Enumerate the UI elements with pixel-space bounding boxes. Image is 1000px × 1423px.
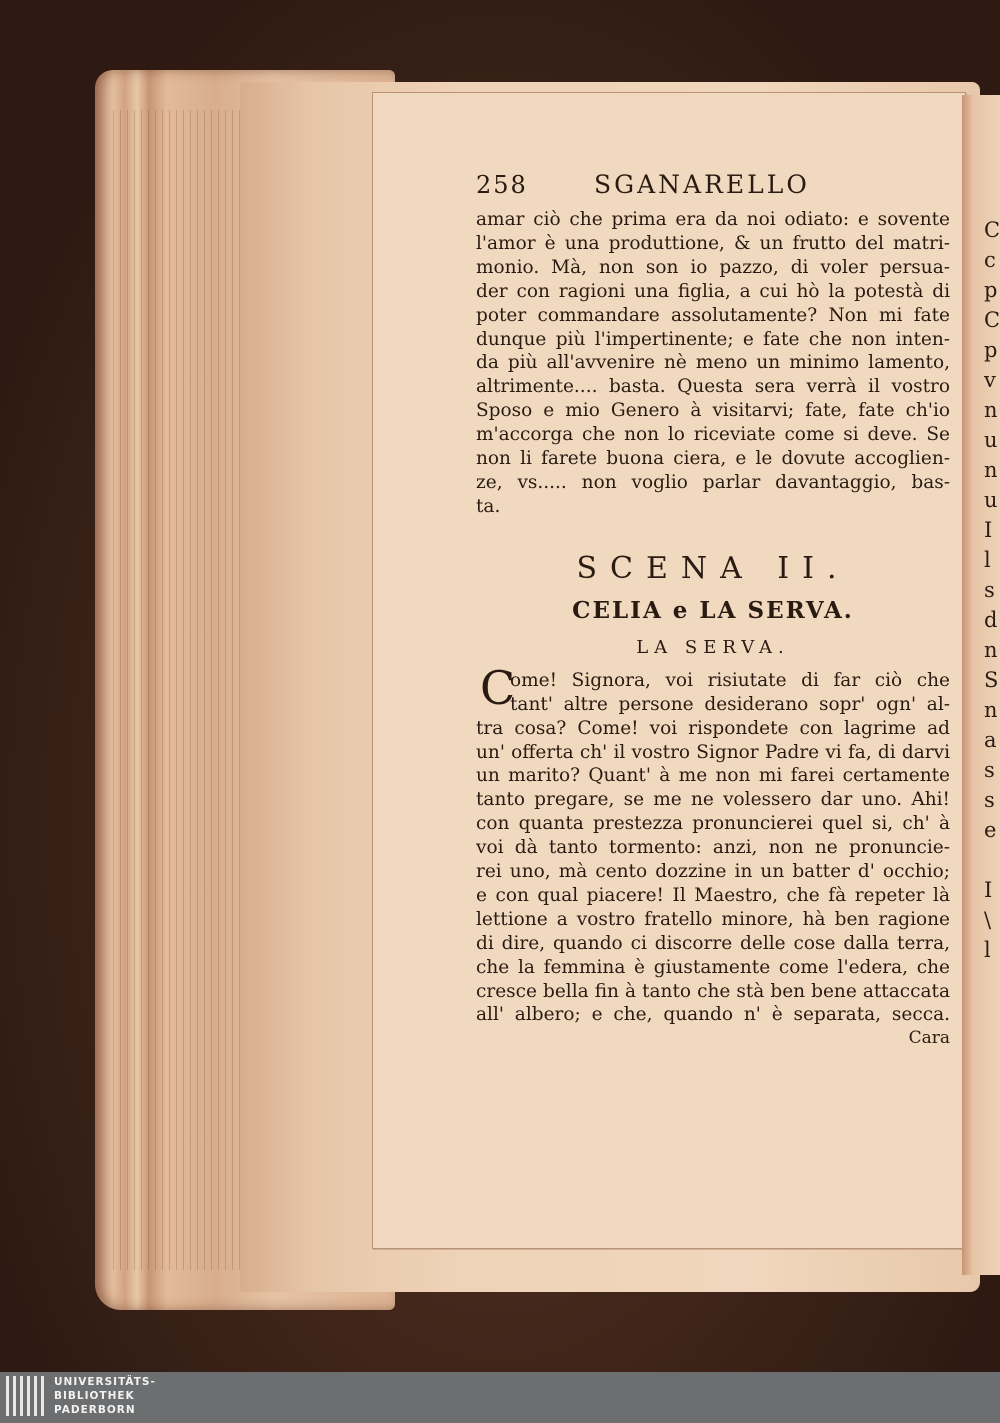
text-line: rei uno, mà cento dozzine in un batter d' occhio; bbox=[476, 861, 950, 883]
edge-letter: l bbox=[984, 938, 991, 962]
drop-cap: C bbox=[480, 660, 516, 715]
edge-letter: l bbox=[984, 548, 991, 572]
text-line: der con ragioni una figlia, a cui hò la potestà di bbox=[476, 280, 950, 302]
text-line: poter commandare assolutamente? Non mi fate bbox=[476, 304, 950, 326]
edge-letter: \ bbox=[984, 908, 992, 932]
text-line: tant' altre persone desiderano sopr' ogn' al- bbox=[510, 693, 950, 715]
edge-letter: u bbox=[984, 488, 998, 512]
text-line: amar ciò che prima era da noi odiato: e sovente bbox=[476, 209, 950, 230]
text-line: monio. Mà, non son io pazzo, di voler persua- bbox=[476, 256, 950, 278]
library-name-line: PADERBORN bbox=[54, 1404, 136, 1416]
edge-letter: d bbox=[984, 608, 998, 632]
text-line: ta. bbox=[476, 495, 501, 517]
text-line: un' offerta ch' il vostro Signor Padre vi fa, di darvi bbox=[476, 741, 950, 763]
edge-letter: n bbox=[984, 458, 998, 482]
speaker-name: LA SERVA. bbox=[636, 636, 790, 658]
running-head bbox=[476, 170, 950, 208]
right-page-letters bbox=[984, 215, 1000, 965]
running-title: SGANARELLO bbox=[594, 170, 810, 199]
text-line: da più all'avvenire nè meno un minimo lamento, bbox=[476, 352, 950, 374]
text-line: Sposo e mio Genero à visitarvi; fate, fate ch'io bbox=[476, 400, 950, 422]
library-logo bbox=[4, 1376, 44, 1418]
edge-letter: a bbox=[984, 728, 997, 752]
edge-letter: C bbox=[984, 308, 1000, 332]
text-line: ze, vs..... non voglio parlar davantaggio, bas- bbox=[476, 471, 950, 493]
scene-heading: SCENA II. bbox=[576, 550, 850, 586]
right-page-edge bbox=[962, 95, 1000, 1275]
text-line: con quanta prestezza pronuncierei quel si, ch' à bbox=[476, 813, 950, 835]
text-line: non li farete buona ciera, e le dovute accoglien- bbox=[476, 448, 950, 470]
edge-letter: e bbox=[984, 818, 997, 842]
edge-letter bbox=[984, 845, 1000, 875]
edge-letter: C bbox=[984, 218, 1000, 242]
text-line: voi dà tanto tormento: anzi, non ne pronuncie- bbox=[476, 837, 950, 859]
text-line: e con qual piacere! Il Maestro, che fà repeter là bbox=[476, 884, 950, 906]
edge-letter: p bbox=[984, 278, 998, 302]
text-line: lettione a vostro fratello minore, hà ben ragione bbox=[476, 908, 950, 930]
edge-letter: n bbox=[984, 398, 998, 422]
edge-letter: S bbox=[984, 668, 999, 692]
text-line: un marito? Quant' à me non mi farei certamente bbox=[476, 765, 950, 787]
text-line: tanto pregare, se me ne volessero dar uno. Ahi! bbox=[476, 789, 950, 811]
library-footer bbox=[0, 1372, 1000, 1423]
speech-paragraph bbox=[476, 660, 950, 1028]
text-line: che la femmina è giustamente come l'edera, che bbox=[476, 956, 950, 978]
scene-characters: CELIA e LA SERVA. bbox=[572, 596, 854, 624]
edge-letter: p bbox=[984, 338, 998, 362]
text-line: tra cosa? Come! voi rispondete con lagrime ad bbox=[476, 717, 950, 739]
edge-letter: s bbox=[984, 788, 995, 812]
edge-letter: c bbox=[984, 248, 996, 272]
text-line: dunque più l'impertinente; e fate che non inten- bbox=[476, 328, 950, 350]
text-line: m'accorga che non lo riceviate come si deve. Se bbox=[476, 424, 950, 446]
library-name bbox=[54, 1375, 156, 1417]
edge-letter: n bbox=[984, 698, 998, 722]
text-line: cresce bella fin à tanto che stà ben bene attaccata bbox=[476, 980, 950, 1002]
edge-letter: s bbox=[984, 578, 995, 602]
opening-paragraph bbox=[476, 208, 950, 519]
library-name-line: BIBLIOTHEK bbox=[54, 1390, 135, 1402]
library-name-line: UNIVERSITÄTS- bbox=[54, 1376, 156, 1388]
page-edge-lines bbox=[113, 110, 243, 1270]
page-number: 258 bbox=[476, 171, 528, 199]
edge-letter: n bbox=[984, 638, 998, 662]
edge-letter: u bbox=[984, 428, 998, 452]
edge-letter: s bbox=[984, 758, 995, 782]
edge-letter: I bbox=[984, 518, 993, 542]
edge-letter: I bbox=[984, 878, 993, 902]
text-line: altrimente.... basta. Questa sera verrà il vostro bbox=[476, 376, 950, 398]
catchword: Cara bbox=[908, 1028, 950, 1049]
text-line: ome! Signora, voi risiutate di far ciò che bbox=[510, 669, 950, 691]
text-line: di dire, quando ci discorre delle cose dalla terra, bbox=[476, 932, 950, 954]
page-text bbox=[476, 170, 950, 1049]
edge-letter: v bbox=[984, 368, 996, 392]
text-line: all' albero; e che, quando n' è separata, secca. bbox=[476, 1004, 950, 1026]
text-line: l'amor è una produttione, & un frutto del matri- bbox=[476, 232, 950, 254]
